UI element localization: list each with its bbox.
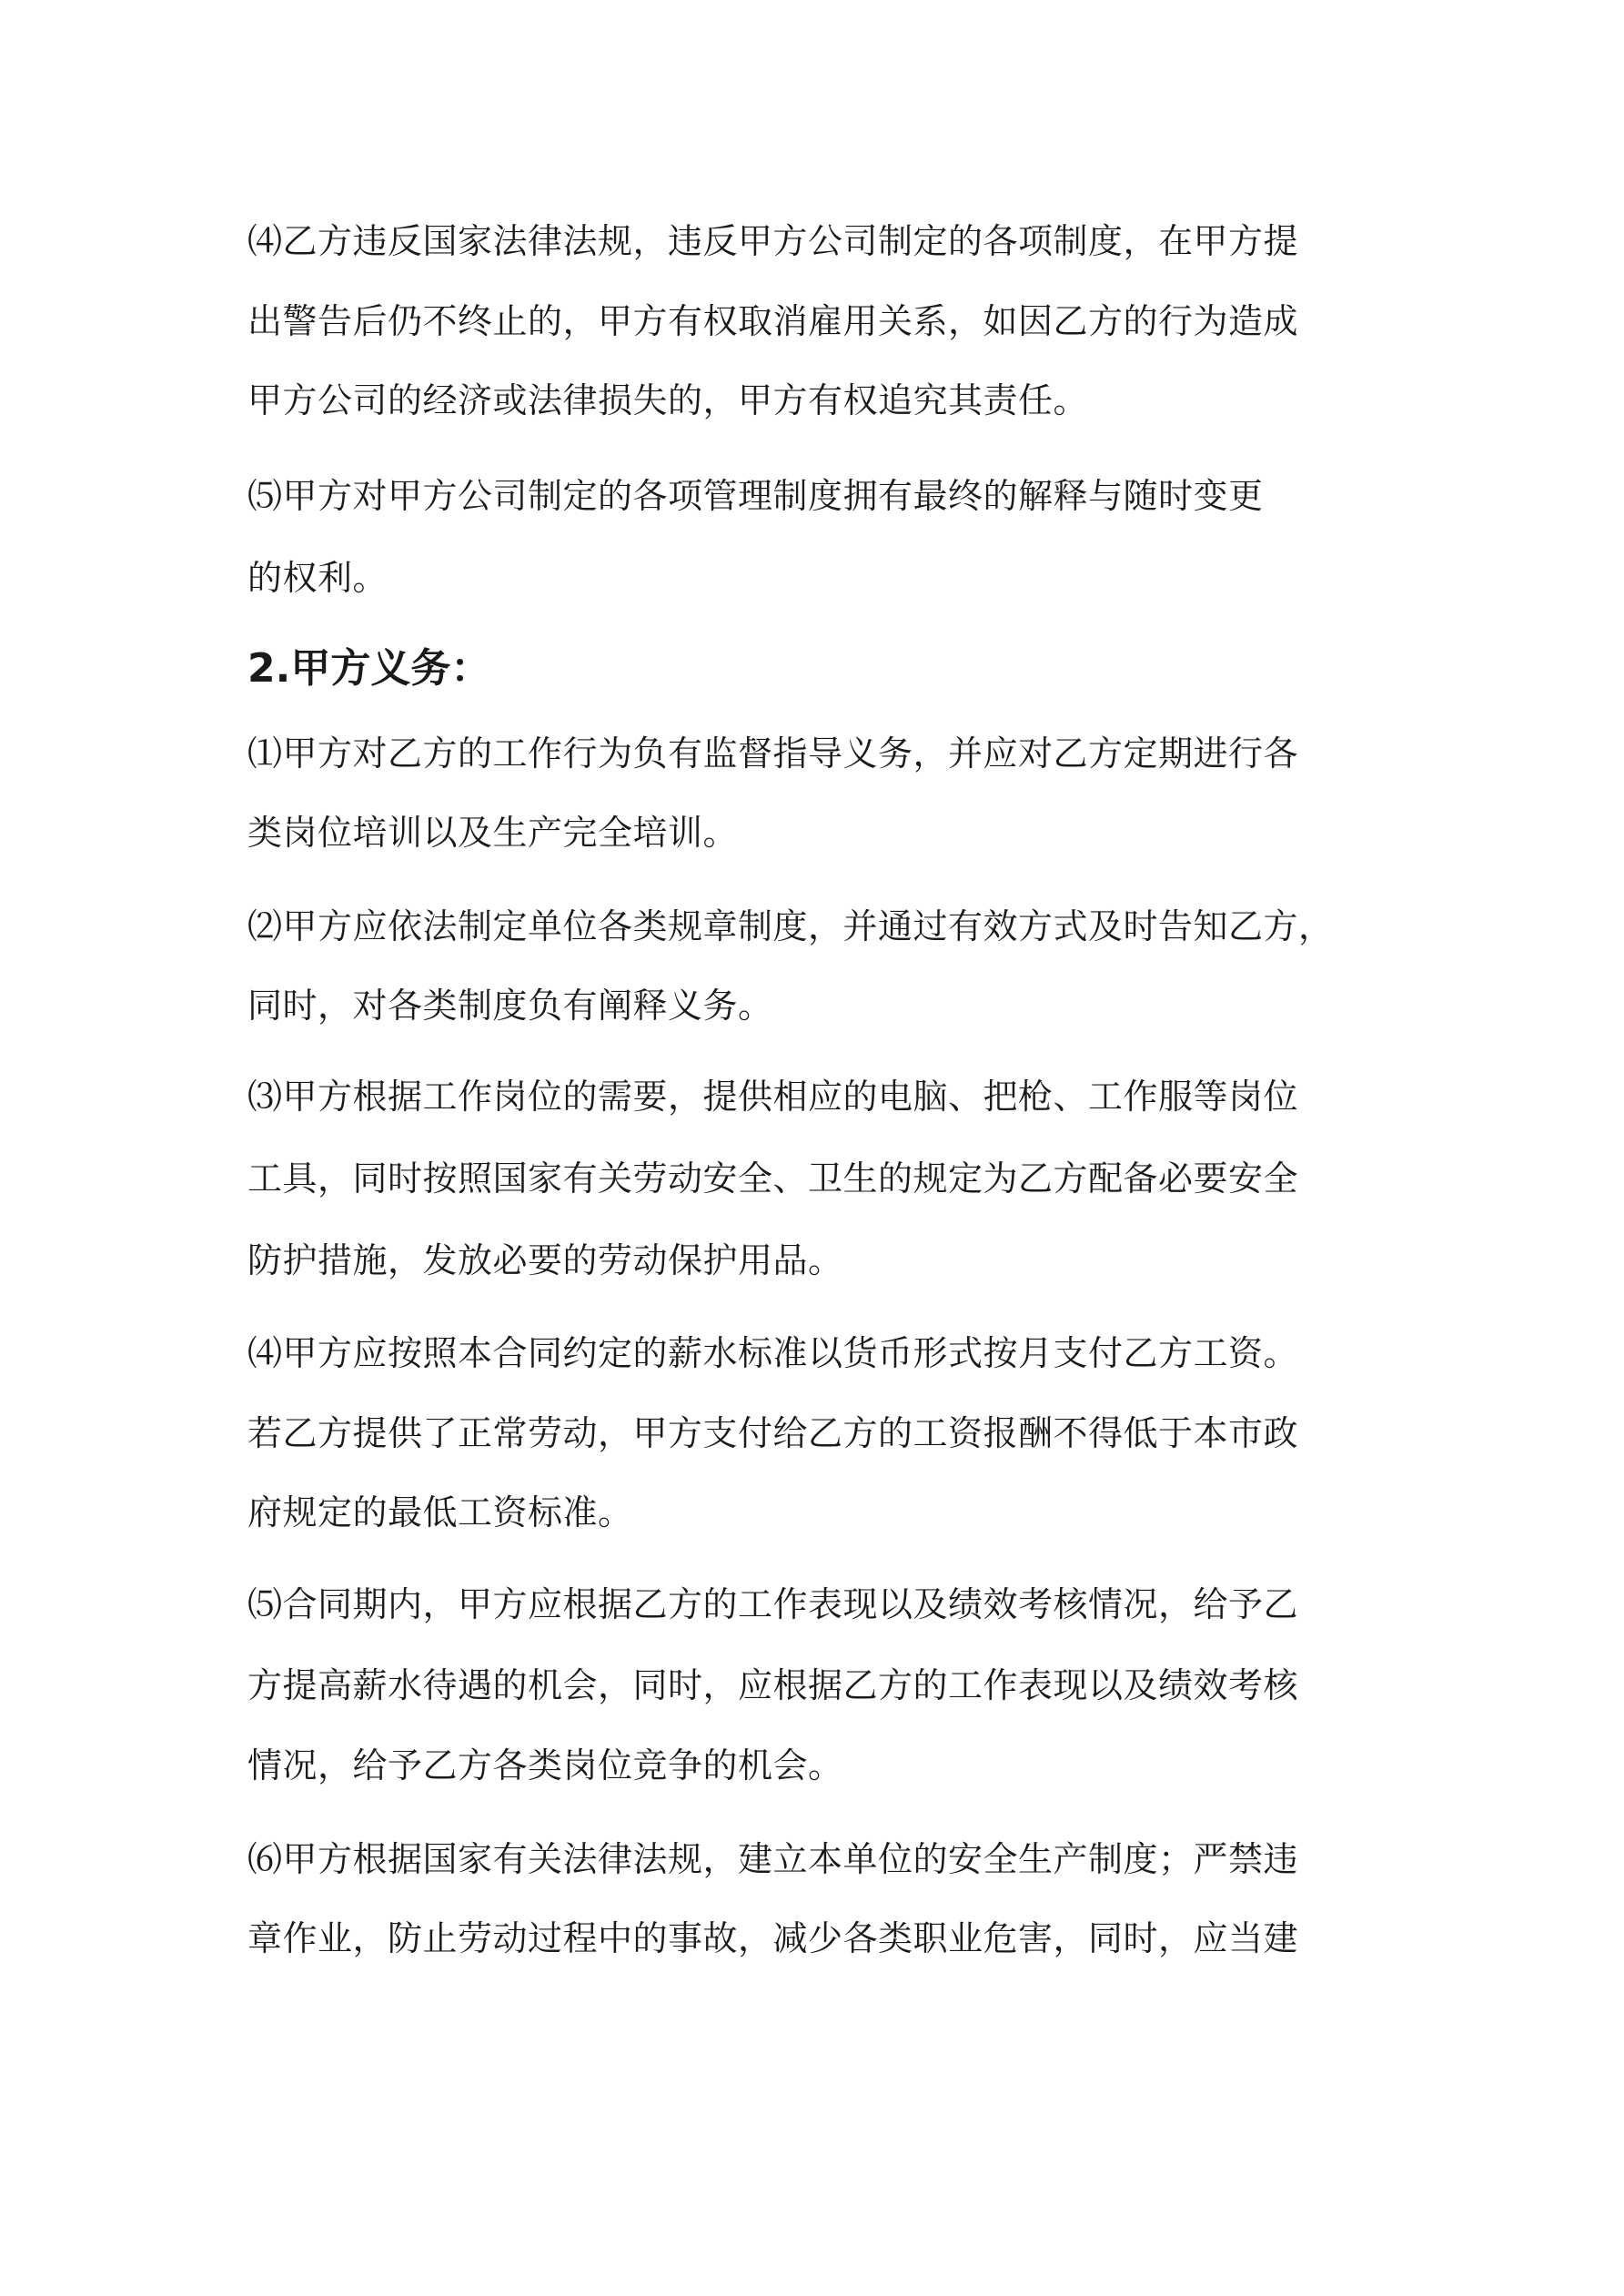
paragraph-line: ⑵甲方应依法制定单位各类规章制度，并通过有效方式及时告知乙方， (247, 906, 1334, 946)
paragraph-line: ⑶甲方根据工作岗位的需要，提供相应的电脑、把枪、工作服等岗位 (247, 1077, 1299, 1117)
paragraph-line: 府规定的最低工资标准。 (247, 1492, 633, 1532)
paragraph-line: 类岗位培训以及生产完全培训。 (247, 813, 739, 853)
paragraph-line: ⑴甲方对乙方的工作行为负有监督指导义务，并应对乙方定期进行各 (247, 733, 1299, 774)
section-heading: 2.甲方义务： (247, 645, 491, 692)
paragraph-line: 情况，给予乙方各类岗位竞争的机会。 (247, 1745, 843, 1785)
paragraph-line: 防护措施，发放必要的劳动保护用品。 (247, 1240, 843, 1280)
paragraph-line: 甲方公司的经济或法律损失的，甲方有权追究其责任。 (247, 380, 1089, 420)
paragraph-line: ⑷甲方应按照本合同约定的薪水标准以货币形式按月支付乙方工资。 (247, 1333, 1299, 1373)
paragraph-line: ⑷乙方违反国家法律法规，违反甲方公司制定的各项制度，在甲方提 (247, 221, 1299, 261)
paragraph-line: ⑸合同期内，甲方应根据乙方的工作表现以及绩效考核情况，给予乙 (247, 1584, 1299, 1624)
paragraph-line: 章作业，防止劳动过程中的事故，减少各类职业危害，同时，应当建 (247, 1918, 1299, 1958)
paragraph-line: 同时，对各类制度负有阐释义务。 (247, 986, 773, 1026)
paragraph-line: 工具，同时按照国家有关劳动安全、卫生的规定为乙方配备必要安全 (247, 1158, 1299, 1199)
paragraph-line: 若乙方提供了正常劳动，甲方支付给乙方的工资报酬不得低于本市政 (247, 1413, 1299, 1453)
paragraph-line: 的权利。 (247, 558, 388, 598)
paragraph-line: ⑸甲方对甲方公司制定的各项管理制度拥有最终的解释与随时变更 (247, 476, 1264, 516)
paragraph-line: ⑹甲方根据国家有关法律法规，建立本单位的安全生产制度；严禁违 (247, 1839, 1299, 1879)
paragraph-line: 出警告后仍不终止的，甲方有权取消雇用关系，如因乙方的行为造成 (247, 301, 1299, 341)
paragraph-line: 方提高薪水待遇的机会，同时，应根据乙方的工作表现以及绩效考核 (247, 1665, 1299, 1705)
